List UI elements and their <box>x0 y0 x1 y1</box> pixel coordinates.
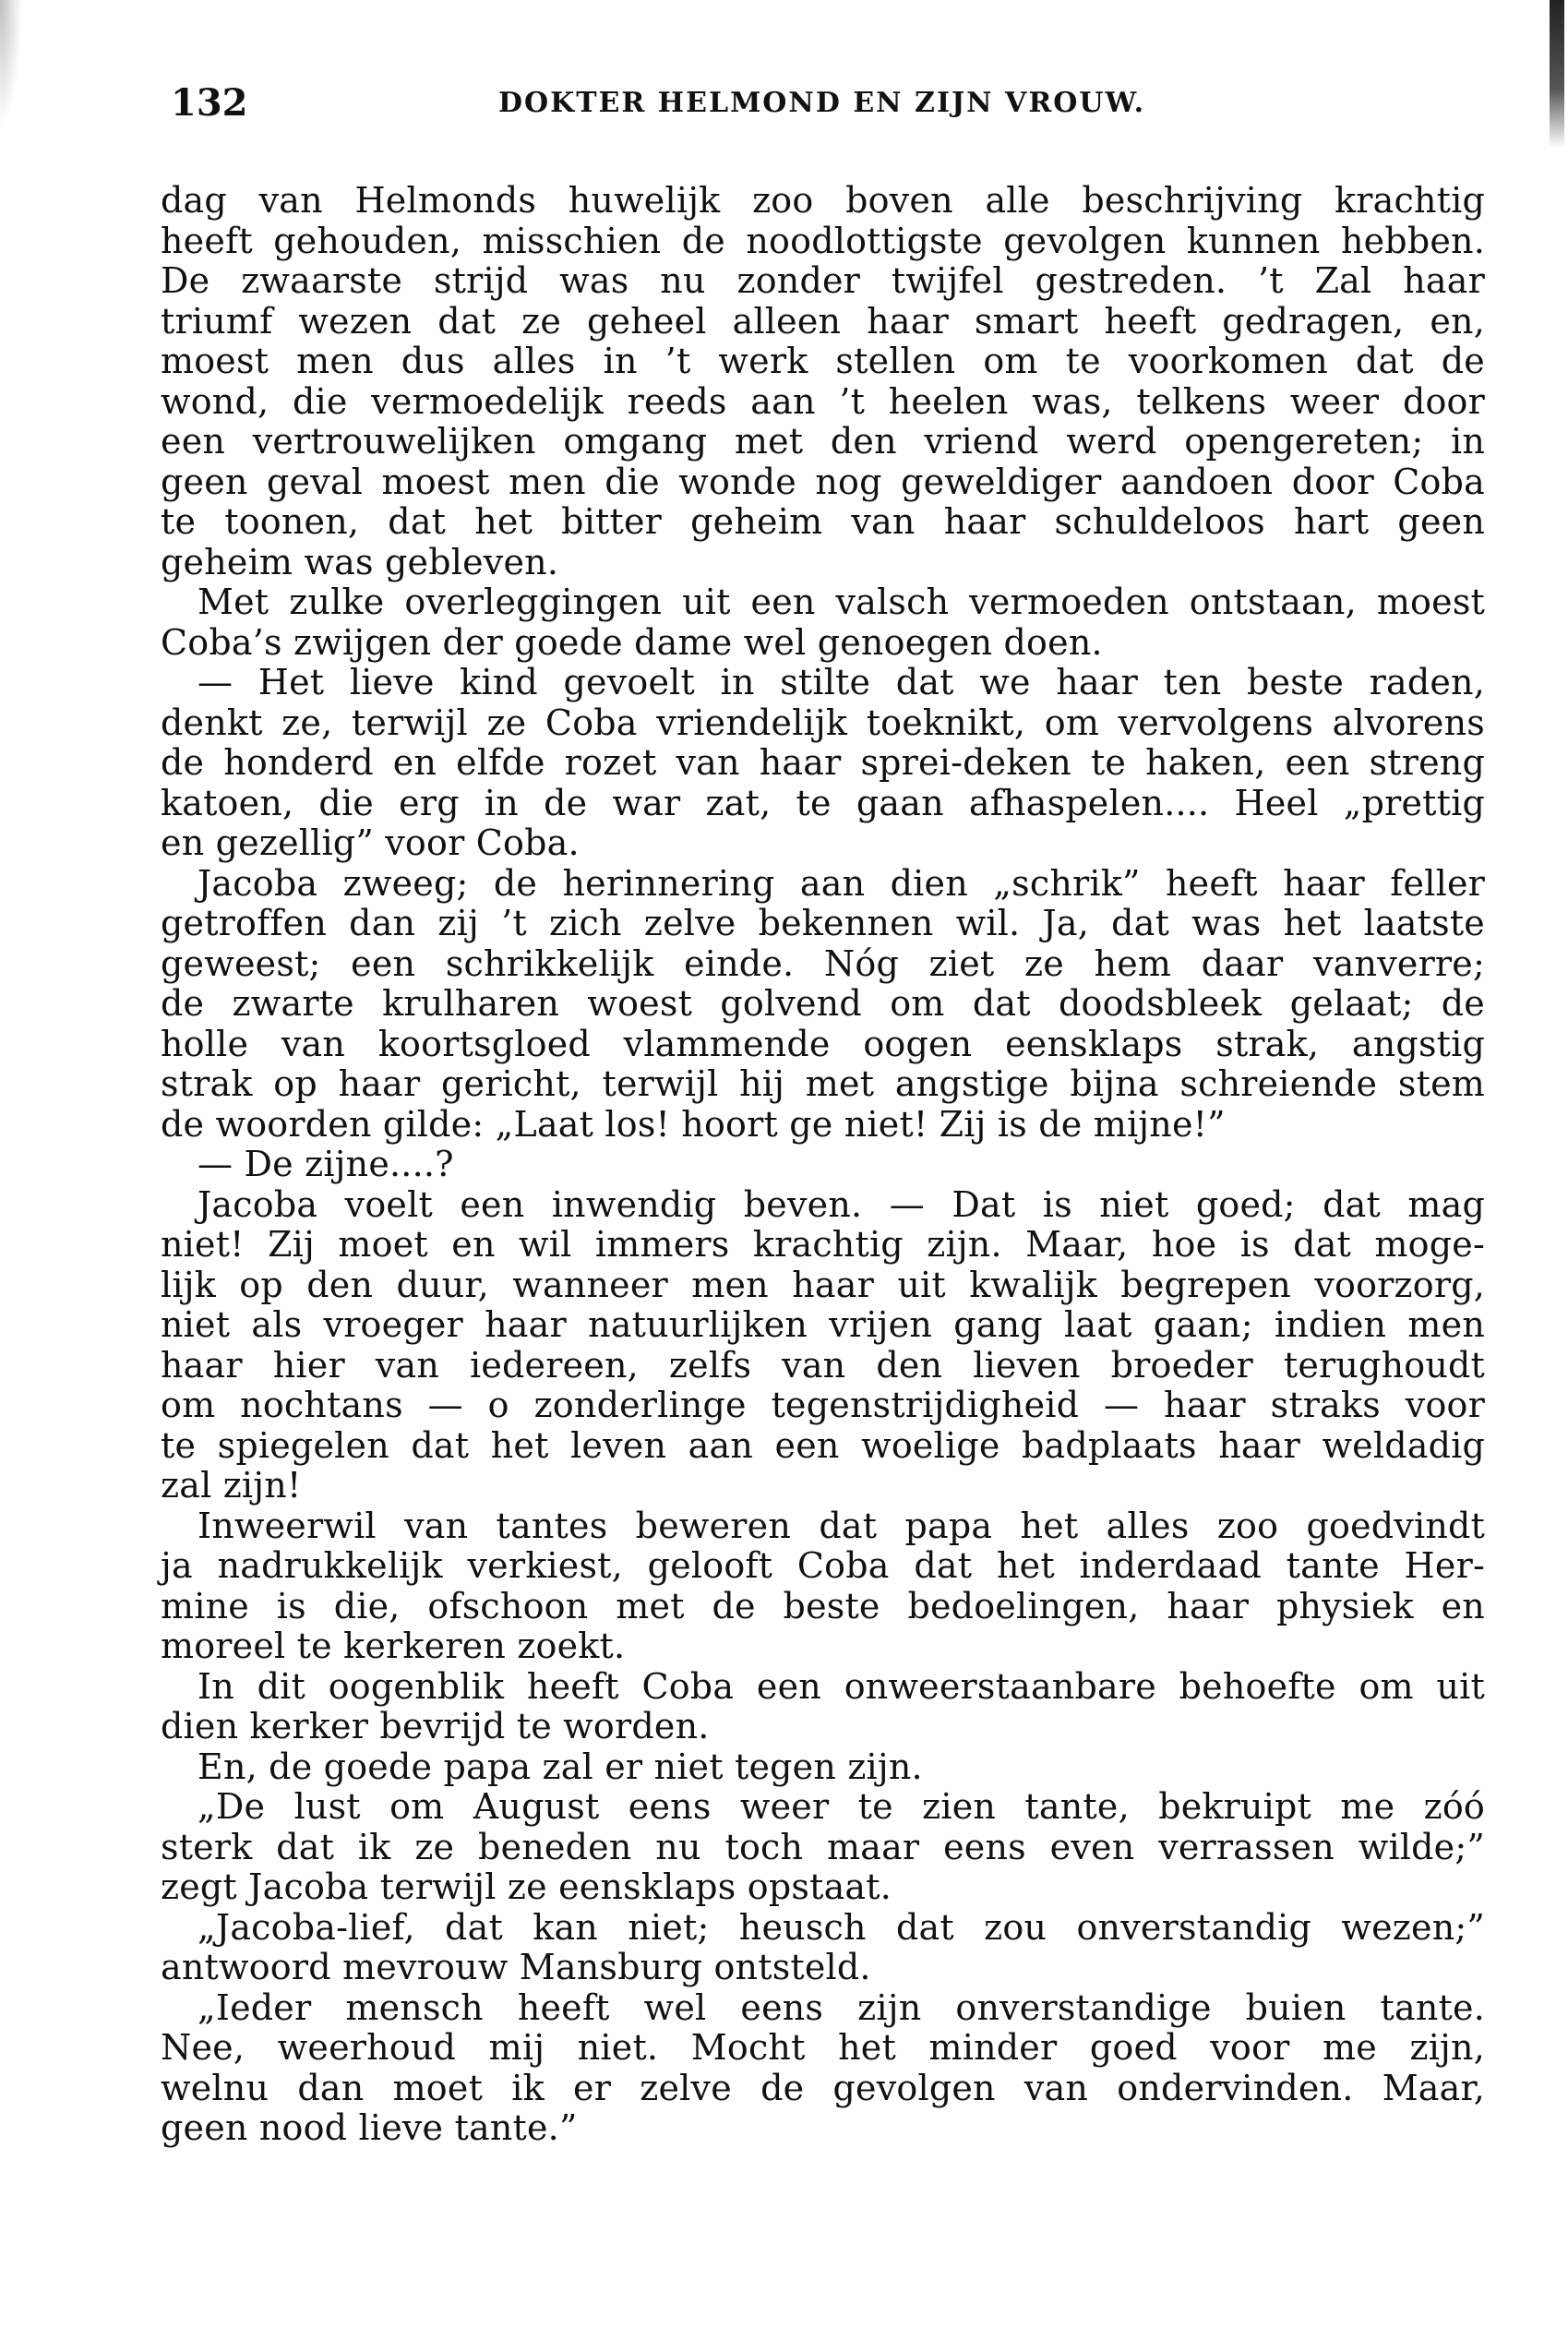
text-line: welnu dan moet ik er zelve de gevolgen van ondervinden. Maar, <box>161 2067 1485 2108</box>
text-line: katoen, die erg in de war zat, te gaan afhaspelen.... Heel „prettig <box>161 782 1485 823</box>
text-line: „Jacoba-lief, dat kan niet; heusch dat zou onverstandig wezen;” <box>197 1906 1485 1948</box>
text-line: „De lust om August eens weer te zien tante, bekruipt me zóó <box>197 1786 1485 1827</box>
text-line: lijk op den duur, wanneer men haar uit kwalijk begrepen voorzorg, <box>161 1264 1485 1305</box>
running-title: DOKTER HELMOND EN ZIJN VROUW. <box>498 87 1146 119</box>
scan-edge-speckle <box>0 0 22 129</box>
text-line: wond, die vermoedelijk reeds aan ’t heelen was, telkens weer door <box>161 380 1485 422</box>
text-line: niet als vroeger haar natuurlijken vrijen gang laat gaan; indien men <box>161 1304 1485 1345</box>
text-line: geweest; een schrikkelijk einde. Nóg ziet ze hem daar vanverre; <box>161 942 1485 984</box>
text-line: geheim was gebleven. <box>161 541 559 582</box>
text-line: — Het lieve kind gevoelt in stilte dat we haar ten beste raden, <box>197 662 1485 702</box>
text-line: moest men dus alles in ’t werk stellen om te voorkomen dat de <box>161 341 1485 381</box>
text-line: geen nood lieve tante.” <box>161 2107 578 2148</box>
text-line: zegt Jacoba terwijl ze eensklaps opstaat. <box>161 1866 892 1907</box>
text-line: de zwarte krulharen woest golvend om dat doodsbleek gelaat; de <box>161 983 1485 1024</box>
text-line: een vertrouwelijken omgang met den vriend werd opengereten; in <box>161 421 1485 462</box>
text-line: geen geval moest men die wonde nog geweldiger aandoen door Coba <box>161 461 1485 502</box>
text-line: moreel te kerkeren zoekt. <box>161 1626 626 1666</box>
text-line: Nee, weerhoud mij niet. Mocht het minder goed voor me zijn, <box>161 2027 1485 2068</box>
text-line: de woorden gilde: „Laat los! hoort ge niet! Zij is de mijne!” <box>161 1103 1226 1145</box>
text-line: Coba’s zwijgen der goede dame wel genoegen doen. <box>161 621 1103 663</box>
text-line: antwoord mevrouw Mansburg ontsteld. <box>161 1947 871 1987</box>
text-line: haar hier van iedereen, zelfs van den lieven broeder terughoudt <box>161 1344 1485 1386</box>
text-line: sterk dat ik ze beneden nu toch maar eens even verrassen wilde;” <box>161 1826 1485 1867</box>
text-line: Inweerwil van tantes beweren dat papa het alles zoo goedvindt <box>197 1505 1485 1546</box>
text-line: Jacoba zweeg; de herinnering aan dien „schrik” heeft haar feller <box>197 862 1485 904</box>
text-line: denkt ze, terwijl ze Coba vriendelijk toeknikt, om vervolgens alvorens <box>161 702 1485 743</box>
text-line: triumf wezen dat ze geheel alleen haar smart heeft gedragen, en, <box>161 300 1485 342</box>
text-line: mine is die, ofschoon met de beste bedoelingen, haar physiek en <box>161 1585 1485 1626</box>
text-line: niet! Zij moet en wil immers krachtig zijn. Maar, hoe is dat moge- <box>161 1224 1485 1265</box>
text-line: heeft gehouden, misschien de noodlottigste gevolgen kunnen hebben. <box>161 220 1485 261</box>
page-number: 132 <box>171 81 248 125</box>
text-line: zal zijn! <box>161 1465 302 1506</box>
text-line: dien kerker bevrijd te worden. <box>161 1706 710 1746</box>
text-line: te spiegelen dat het leven aan een woelige badplaats haar weldadig <box>161 1424 1485 1466</box>
text-line: En, de goede papa zal er niet tegen zijn. <box>197 1746 923 1787</box>
text-line: om nochtans — o zonderlinge tegenstrijdigheid — haar straks voor <box>161 1385 1485 1425</box>
text-line: en gezellig” voor Coba. <box>161 822 580 863</box>
text-line: holle van koortsgloed vlammende oogen eensklaps strak, angstig <box>161 1023 1485 1064</box>
text-line: Met zulke overleggingen uit een valsch vermoeden ontstaan, moest <box>197 582 1485 622</box>
scan-edge-shadow <box>1550 0 1564 148</box>
body-text <box>161 181 1485 2149</box>
text-line: — De zijne....? <box>197 1144 454 1184</box>
text-line: De zwaarste strijd was nu zonder twijfel gestreden. ’t Zal haar <box>161 260 1485 301</box>
page-header <box>171 76 1481 131</box>
text-line: te toonen, dat het bitter geheim van haar schuldeloos hart geen <box>161 501 1485 542</box>
text-line: dag van Helmonds huwelijk zoo boven alle beschrijving krachtig <box>161 180 1485 221</box>
text-line: Jacoba voelt een inwendig beven. — Dat is niet goed; dat mag <box>197 1183 1485 1225</box>
text-line: de honderd en elfde rozet van haar sprei-deken te haken, een streng <box>161 742 1485 783</box>
text-line: ja nadrukkelijk verkiest, gelooft Coba dat het inderdaad tante Her- <box>161 1545 1485 1586</box>
text-line: getroffen dan zij ’t zich zelve bekennen wil. Ja, dat was het laatste <box>161 903 1485 943</box>
text-line: strak op haar gericht, terwijl hij met angstige bijna schreiende stem <box>161 1063 1485 1104</box>
text-line: In dit oogenblik heeft Coba een onweerstaanbare behoefte om uit <box>197 1665 1485 1707</box>
text-line: „Ieder mensch heeft wel eens zijn onverstandige buien tante. <box>197 1986 1485 2028</box>
